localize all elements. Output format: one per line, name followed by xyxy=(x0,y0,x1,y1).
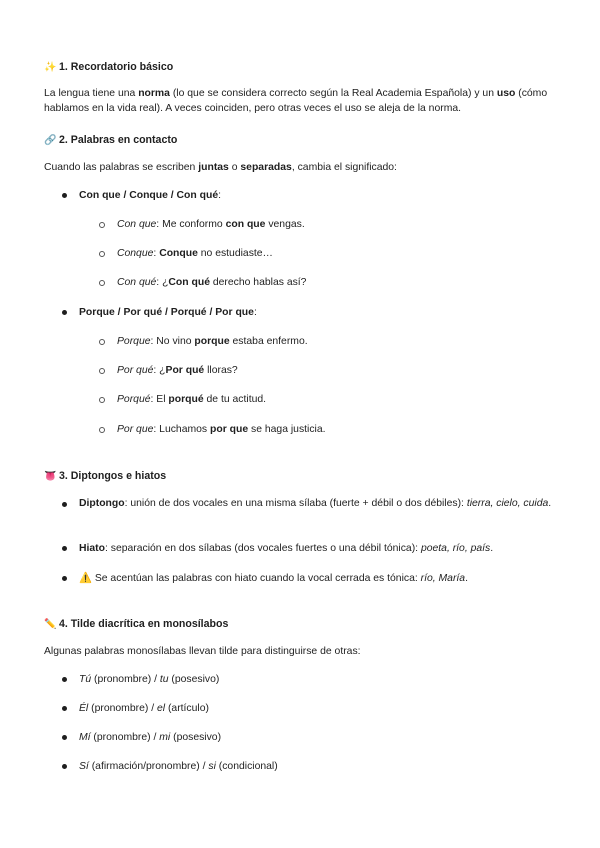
diptongo-item: Diptongo: unión de dos vocales en una misma sílaba (fuerte + débil o dos débiles): tierra, cielo, cuida. xyxy=(79,498,552,509)
list-item: Él (pronombre) / el (artículo) xyxy=(79,703,209,714)
list-item: Porque: No vino porque estaba enfermo. xyxy=(117,336,308,347)
bullet-icon xyxy=(62,576,67,581)
list-item: Sí (afirmación/pronombre) / si (condicional) xyxy=(79,761,278,772)
group-1-label: Con que / Conque / Con qué: xyxy=(79,190,221,201)
section-2-heading: 🔗 2. Palabras en contacto xyxy=(44,134,178,146)
hiato-item: Hiato: separación en dos sílabas (dos vocales fuertes o una débil tónica): poeta, río, país. xyxy=(79,543,494,554)
sub-bullet-icon xyxy=(99,222,105,228)
group-2-label: Porque / Por qué / Porqué / Por que: xyxy=(79,307,257,318)
list-item: Tú (pronombre) / tu (posesivo) xyxy=(79,674,220,685)
list-item: Con que: Me conformo con que vengas. xyxy=(117,219,305,230)
sub-bullet-icon xyxy=(99,280,105,286)
section-4-heading: ✏️ 4. Tilde diacrítica en monosílabos xyxy=(44,618,229,630)
sub-bullet-icon xyxy=(99,368,105,374)
section-1-heading: ✨ 1. Recordatorio básico xyxy=(44,61,174,73)
bullet-icon xyxy=(62,677,67,682)
section-1-paragraph: La lengua tiene una norma (lo que se considera correcto según la Real Academia Española) y un uso (cómo hablamos en la vida real). A veces coinciden, pero otras veces el uso se aleja de la norma. xyxy=(44,88,548,114)
list-item: Porqué: El porqué de tu actitud. xyxy=(117,394,267,405)
pencil-icon: ✏️ xyxy=(44,619,57,630)
bullet-icon xyxy=(62,546,67,551)
sub-bullet-icon xyxy=(99,397,105,403)
link-icon: 🔗 xyxy=(44,135,57,146)
bullet-icon xyxy=(62,735,67,740)
bullet-icon xyxy=(62,706,67,711)
sub-bullet-icon xyxy=(99,427,105,433)
warning-icon: ⚠️ xyxy=(79,573,92,584)
list-item: Por qué: ¿Por qué lloras? xyxy=(117,365,238,376)
section-2-paragraph: Cuando las palabras se escriben juntas o separadas, cambia el significado: xyxy=(44,162,397,173)
bullet-icon xyxy=(62,502,67,507)
sub-bullet-icon xyxy=(99,339,105,345)
bullet-icon xyxy=(62,764,67,769)
list-item: Por que: Luchamos por que se haga justicia. xyxy=(117,424,326,435)
bullet-icon xyxy=(62,310,67,315)
section-3-heading: 👅 3. Diptongos e hiatos xyxy=(44,470,167,482)
list-item: Con qué: ¿Con qué derecho hablas así? xyxy=(117,277,307,288)
sparkles-icon: ✨ xyxy=(44,62,57,73)
tongue-icon: 👅 xyxy=(44,471,57,482)
warning-item: ⚠️ Se acentúan las palabras con hiato cuando la vocal cerrada es tónica: río, María. xyxy=(79,573,468,584)
list-item: Mí (pronombre) / mi (posesivo) xyxy=(79,732,222,743)
list-item: Conque: Conque no estudiaste… xyxy=(117,248,273,259)
bullet-icon xyxy=(62,193,67,198)
section-4-intro: Algunas palabras monosílabas llevan tilde para distinguirse de otras: xyxy=(44,646,361,657)
sub-bullet-icon xyxy=(99,251,105,257)
